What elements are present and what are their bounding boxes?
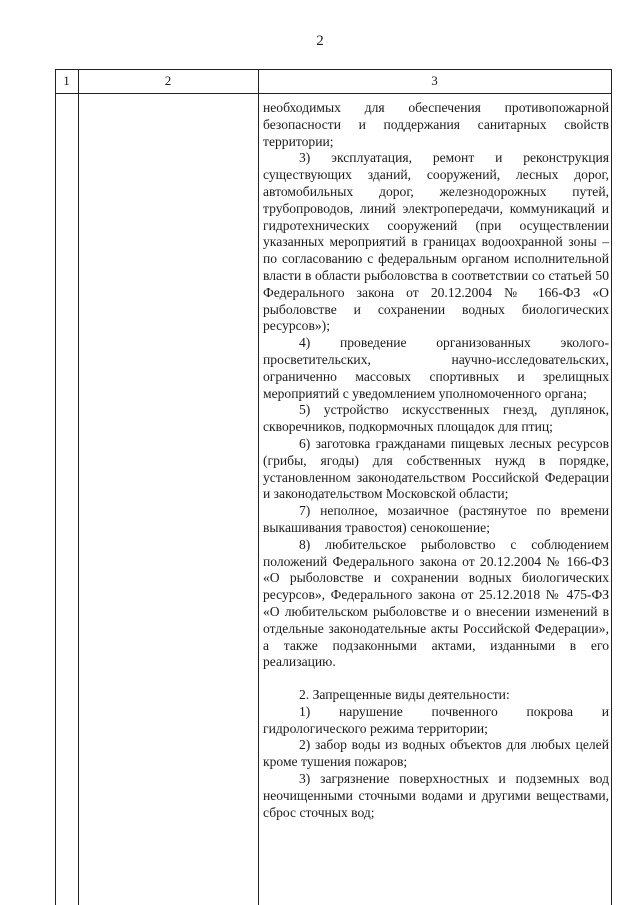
paragraph: необходимых для обеспечения противопожарной безопасности и поддержания санитарных свойств территории; [263,100,609,149]
column-header-2: 2 [164,73,172,88]
column-3-content [263,100,609,821]
column-divider-1 [78,69,79,905]
paragraph: 4) проведение организованных эколого-просветительских, научно-исследовательских, ограниченно массовых спортивных и зрелищных мероприятий с уведомлением уполномоченного органа; [263,335,609,401]
paragraph: 2. Запрещенные виды деятельности: [299,687,510,703]
paragraph: 6) заготовка гражданами пищевых лесных ресурсов (грибы, ягоды) для собственных нужд в порядке, установленном законодательством Российской Федерации и законодательством Московской области; [263,435,609,502]
column-divider-2 [258,69,259,905]
page-number: 2 [316,33,324,49]
column-header-1: 1 [63,73,70,88]
paragraph: 3) загрязнение поверхностных и подземных вод неочищенными сточными водами и другими веществами, сброс сточных вод; [263,771,609,820]
paragraph: 7) неполное, мозаичное (растянутое по времени выкашивания травостоя) сенокошение; [263,503,609,535]
table-right-border [611,69,612,905]
column-header-3: 3 [431,73,438,88]
paragraph: 2) забор воды из водных объектов для любых целей кроме тушения пожаров; [263,737,609,770]
paragraph: 3) эксплуатация, ремонт и реконструкция существующих зданий, сооружений, лесных дорог, автомобильных дорог, железнодорожных путей, трубопроводов, линий электропередачи, коммуникаций и гидротехнических сооружений (при осуществлении указанных мероприятий в границах водоохранной зоны – по согласованию с федеральным органом исполнительной власти в области рыболовства в соответствии со статьей 50 Федерального закона от 20.12.2004 № 166-ФЗ «О рыболовстве и сохранении водных биологических ресурсов»); [263,150,609,334]
table-left-border [55,69,56,905]
paragraph: 8) любительское рыболовство с соблюдением положений Федерального закона от 20.12.2004 № 166-ФЗ «О рыболовстве и сохранении водных биологических ресурсов», Федерального закона от 25.12.2018 № 475-ФЗ «О любительском рыболовстве и о внесении изменений в отдельные законодательные акты Российской Федерации», а также подзаконными актами, изданными в его реализацию. [263,536,609,670]
paragraph: 5) устройство искусственных гнезд, дуплянок, скворечников, подкормочных площадок для птиц; [263,402,609,435]
table-header-divider [55,93,612,94]
paragraph: 1) нарушение почвенного покрова и гидрологического режима территории; [263,703,609,736]
